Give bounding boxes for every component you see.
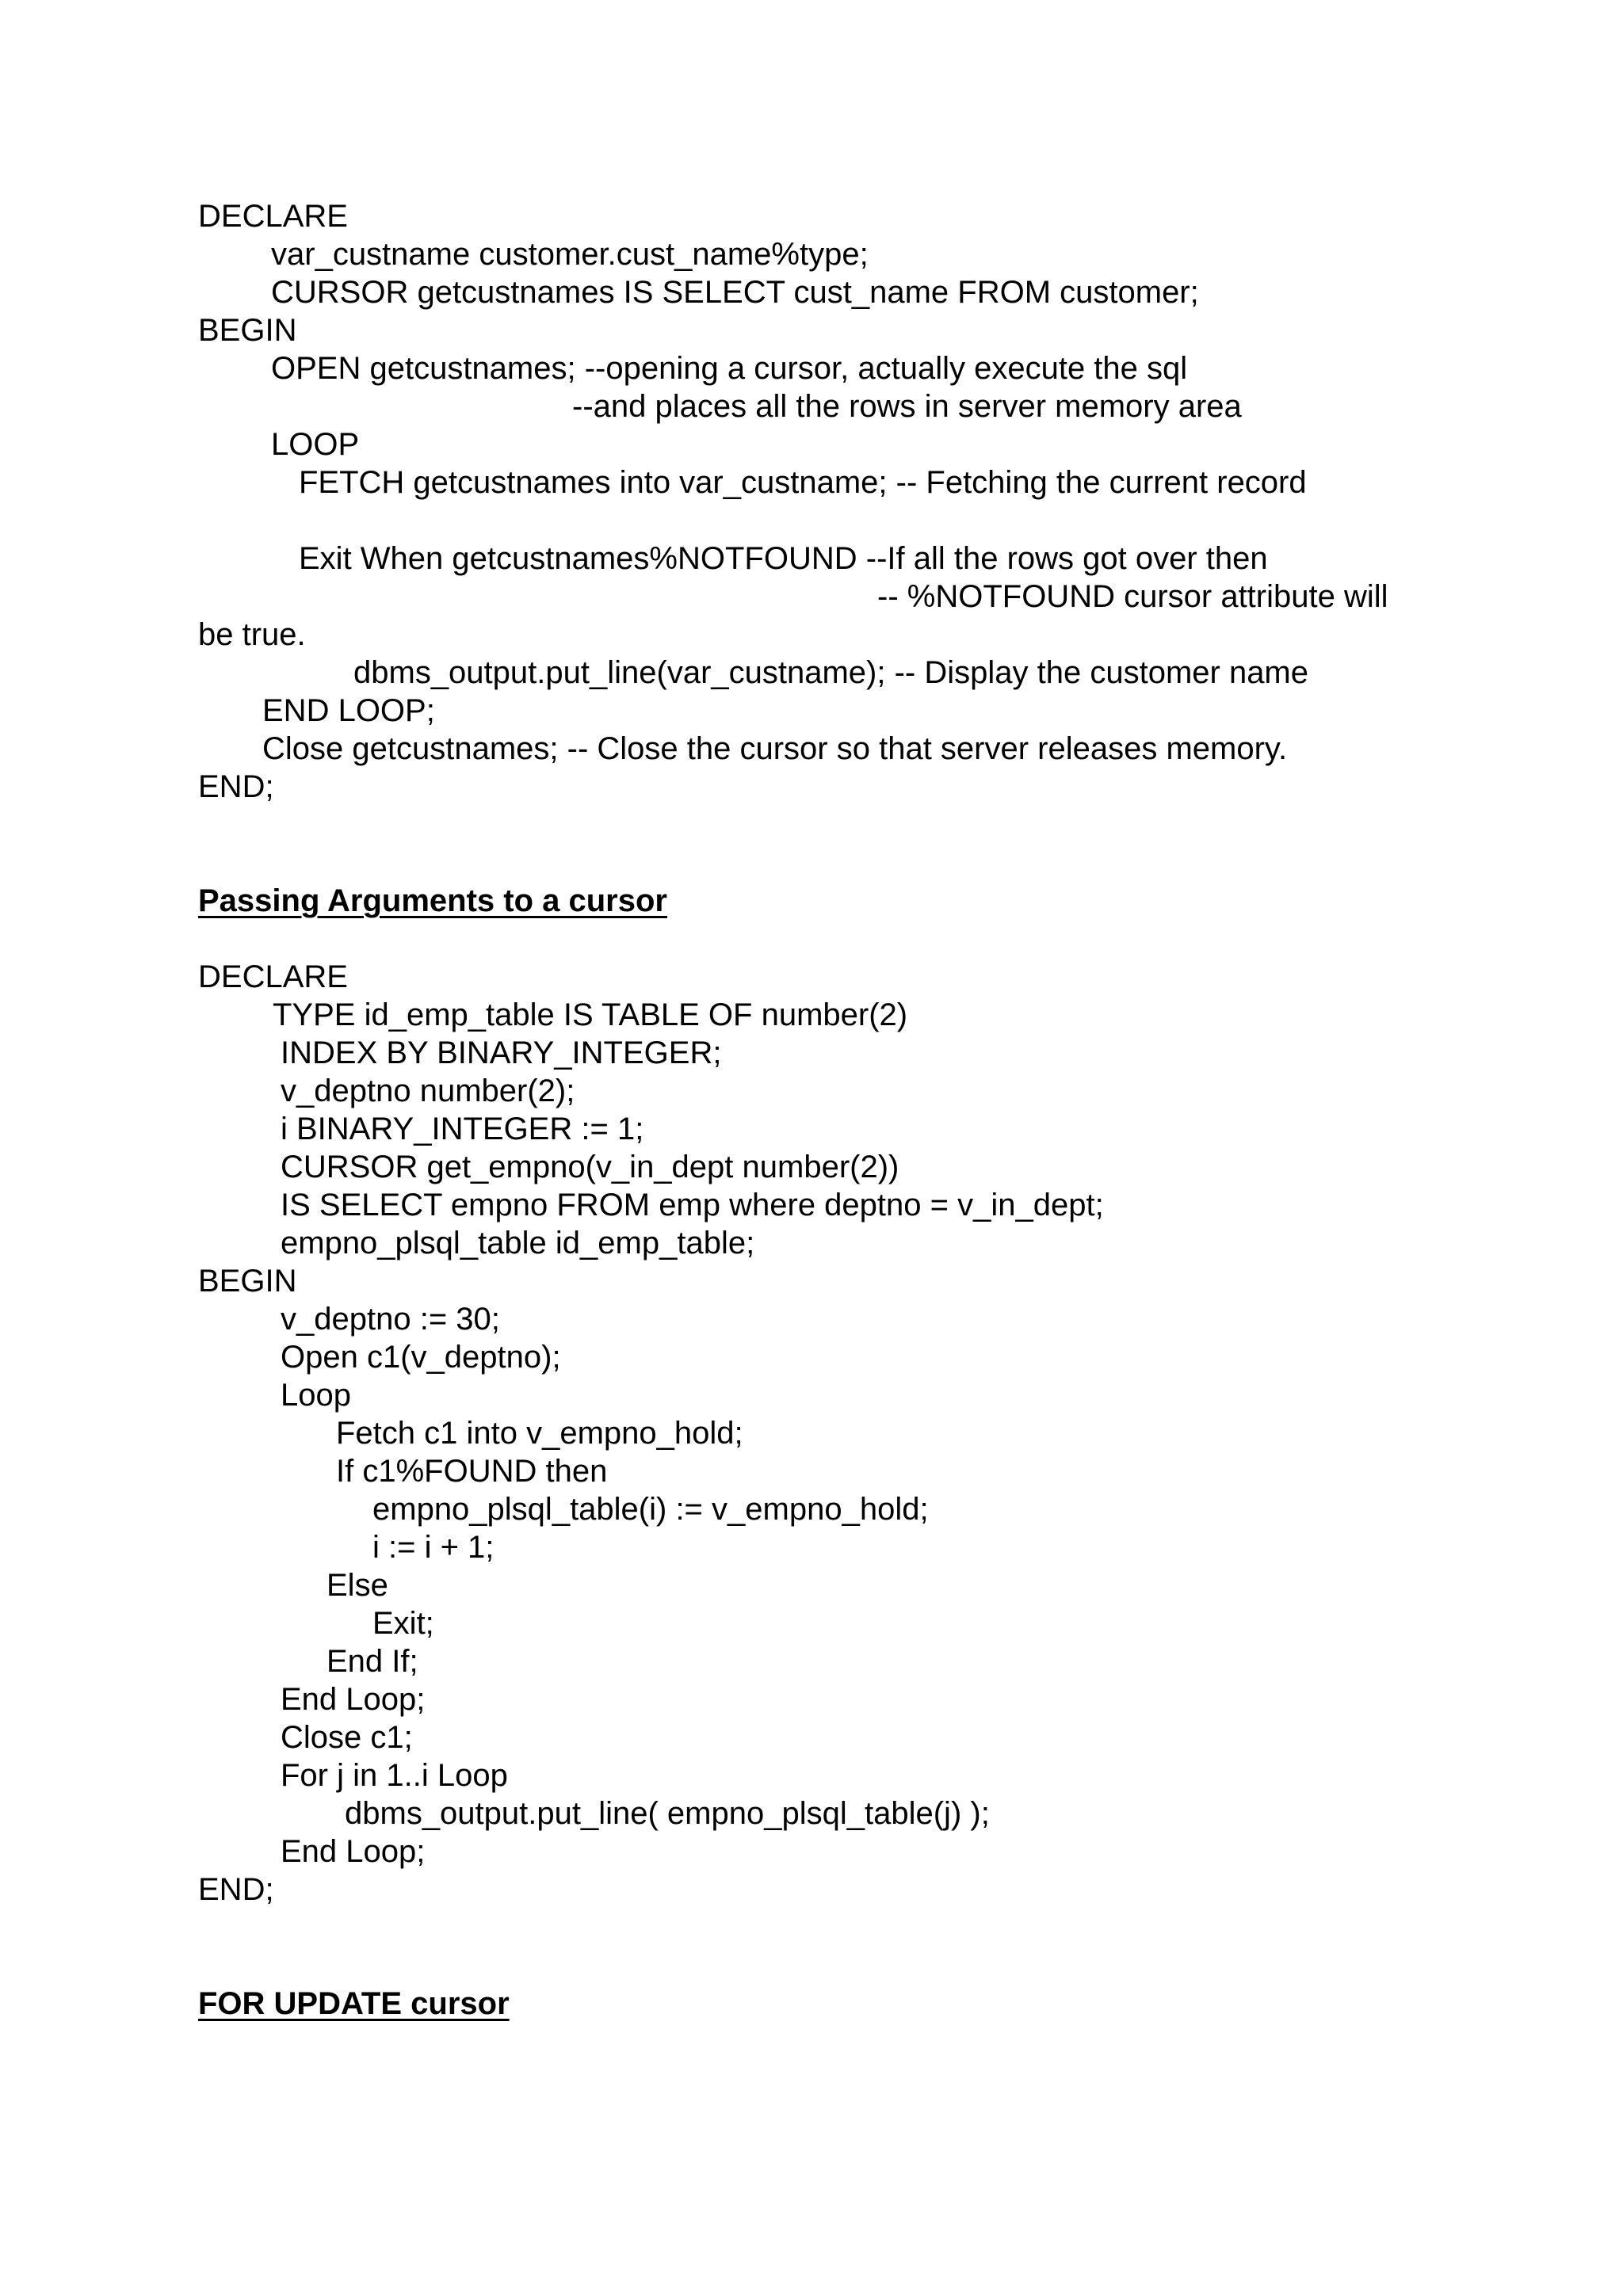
code-line: CURSOR get_empno(v_in_dept number(2)) <box>281 1150 899 1184</box>
code-line: empno_plsql_table id_emp_table; <box>281 1226 755 1261</box>
code-line: TYPE id_emp_table IS TABLE OF number(2) <box>273 997 908 1032</box>
code-line: var_custname customer.cust_name%type; <box>271 237 869 272</box>
code-line: i BINARY_INTEGER := 1; <box>281 1112 644 1146</box>
code-line: Fetch c1 into v_empno_hold; <box>336 1416 743 1451</box>
code-line: -- %NOTFOUND cursor attribute will <box>877 579 1388 614</box>
code-line: Exit; <box>372 1606 434 1641</box>
code-line: be true. <box>198 617 306 652</box>
code-line: CURSOR getcustnames IS SELECT cust_name FROM customer; <box>271 275 1199 310</box>
code-line: INDEX BY BINARY_INTEGER; <box>281 1035 722 1070</box>
code-line: End If; <box>327 1644 418 1679</box>
code-line: dbms_output.put_line( empno_plsql_table(j) ); <box>345 1796 990 1831</box>
code-line: v_deptno := 30; <box>281 1302 500 1337</box>
section-heading-for-update-cursor: FOR UPDATE cursor <box>198 1986 510 2021</box>
code-line: For j in 1..i Loop <box>281 1758 508 1793</box>
code-line: Close getcustnames; -- Close the cursor so that server releases memory. <box>262 731 1288 766</box>
section-heading-passing-arguments: Passing Arguments to a cursor <box>198 883 667 918</box>
code-line: End Loop; <box>281 1834 426 1869</box>
code-line: Open c1(v_deptno); <box>281 1340 561 1375</box>
code-line: FETCH getcustnames into var_custname; -- Fetching the current record <box>299 465 1307 500</box>
code-line: OPEN getcustnames; --opening a cursor, actually execute the sql <box>271 351 1188 386</box>
code-line: END; <box>198 1872 274 1907</box>
code-line: BEGIN <box>198 1264 297 1299</box>
code-line: LOOP <box>271 427 360 462</box>
code-line: v_deptno number(2); <box>281 1074 575 1108</box>
code-line: Else <box>327 1568 388 1603</box>
code-line: Close c1; <box>281 1720 413 1755</box>
code-line: i := i + 1; <box>372 1530 495 1565</box>
code-line: End Loop; <box>281 1682 426 1717</box>
code-line: END; <box>198 769 274 804</box>
code-line: DECLARE <box>198 199 348 234</box>
code-line: dbms_output.put_line(var_custname); -- Display the customer name <box>353 655 1308 690</box>
code-line: empno_plsql_table(i) := v_empno_hold; <box>372 1492 929 1527</box>
code-line: DECLARE <box>198 959 348 994</box>
code-line: If c1%FOUND then <box>336 1454 608 1489</box>
code-line: Loop <box>281 1378 351 1413</box>
code-line: BEGIN <box>198 313 297 348</box>
code-line: IS SELECT empno FROM emp where deptno = v_in_dept; <box>281 1188 1104 1222</box>
code-line: END LOOP; <box>262 693 435 728</box>
code-line: --and places all the rows in server memory area <box>572 389 1242 424</box>
code-line: Exit When getcustnames%NOTFOUND --If all the rows got over then <box>299 541 1268 576</box>
